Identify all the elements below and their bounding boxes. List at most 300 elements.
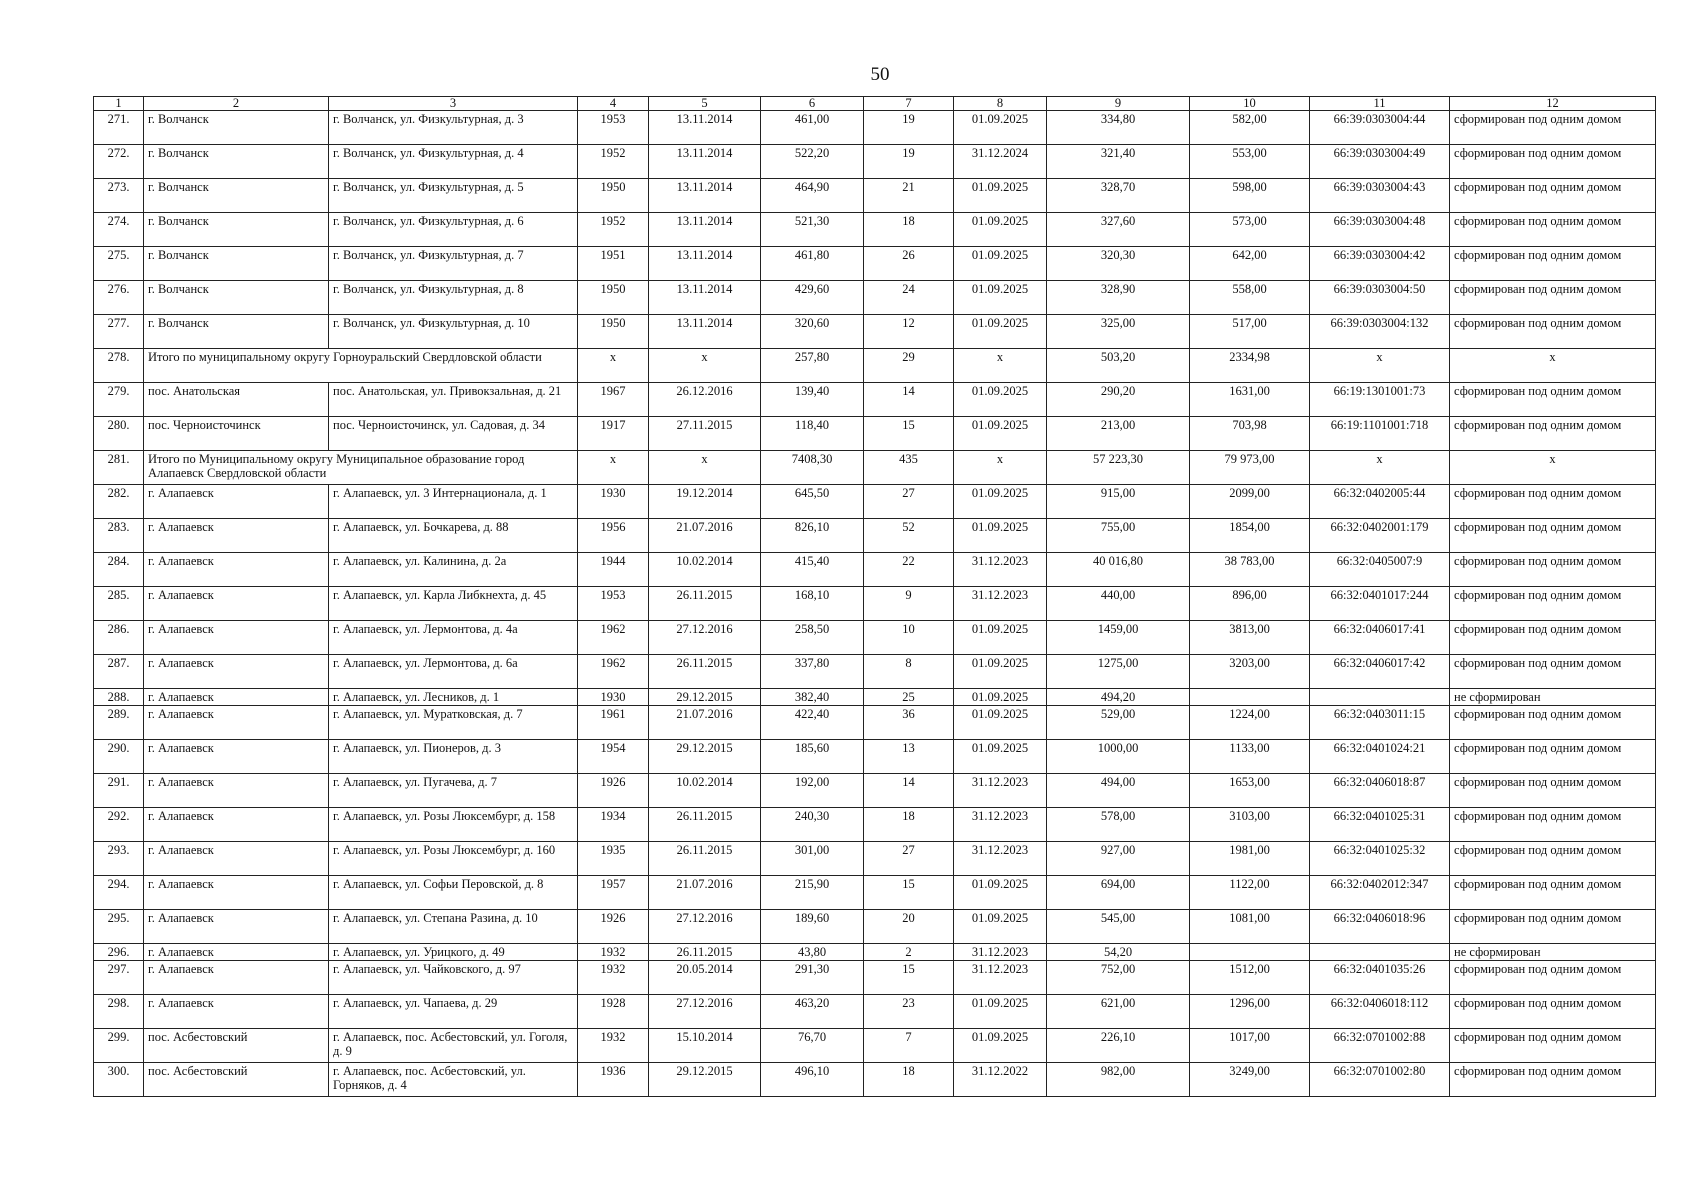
column-header-12: 12: [1450, 97, 1656, 111]
locality: пос. Асбестовский: [144, 1029, 329, 1063]
housing-table: [93, 96, 1656, 1097]
year-built: 1950: [578, 281, 649, 315]
total-label: Итого по Муниципальному округу Муниципальное образование город Алапаевск Свердловской области: [144, 451, 578, 485]
area: 185,60: [761, 740, 864, 774]
row-number: 277.: [94, 315, 144, 349]
column-9-value: 503,20: [1047, 349, 1190, 383]
cadastral-number: 66:19:1101001:718: [1310, 417, 1450, 451]
column-9-value: 57 223,30: [1047, 451, 1190, 485]
year-built: 1961: [578, 706, 649, 740]
column-9-value: 320,30: [1047, 247, 1190, 281]
recognition-date: 19.12.2014: [649, 485, 761, 519]
address: г. Волчанск, ул. Физкультурная, д. 6: [329, 213, 578, 247]
resettlement-deadline: 31.12.2022: [954, 1063, 1047, 1097]
column-9-value: 327,60: [1047, 213, 1190, 247]
area: 521,30: [761, 213, 864, 247]
locality: г. Алапаевск: [144, 876, 329, 910]
residents-count: 18: [864, 213, 954, 247]
row-number: 283.: [94, 519, 144, 553]
column-9-value: 529,00: [1047, 706, 1190, 740]
table-row: [94, 1063, 1656, 1097]
area: 496,10: [761, 1063, 864, 1097]
land-status: сформирован под одним домом: [1450, 876, 1656, 910]
row-number: 291.: [94, 774, 144, 808]
table-row: [94, 876, 1656, 910]
year-built: 1928: [578, 995, 649, 1029]
cadastral-number: 66:39:0303004:50: [1310, 281, 1450, 315]
column-header-3: 3: [329, 97, 578, 111]
address: пос. Черноисточинск, ул. Садовая, д. 34: [329, 417, 578, 451]
row-number: 275.: [94, 247, 144, 281]
locality: г. Волчанск: [144, 247, 329, 281]
area: 139,40: [761, 383, 864, 417]
land-status: не сформирован: [1450, 944, 1656, 961]
row-number: 290.: [94, 740, 144, 774]
residents-count: 36: [864, 706, 954, 740]
recognition-date: 13.11.2014: [649, 179, 761, 213]
land-status: сформирован под одним домом: [1450, 910, 1656, 944]
column-10-value: 1296,00: [1190, 995, 1310, 1029]
column-9-value: 915,00: [1047, 485, 1190, 519]
column-header-6: 6: [761, 97, 864, 111]
locality: г. Алапаевск: [144, 519, 329, 553]
recognition-date: 13.11.2014: [649, 247, 761, 281]
area: 192,00: [761, 774, 864, 808]
resettlement-deadline: 01.09.2025: [954, 111, 1047, 145]
residents-count: 15: [864, 961, 954, 995]
column-10-value: 1981,00: [1190, 842, 1310, 876]
residents-count: 22: [864, 553, 954, 587]
land-status: сформирован под одним домом: [1450, 553, 1656, 587]
column-9-value: 213,00: [1047, 417, 1190, 451]
residents-count: 27: [864, 842, 954, 876]
resettlement-deadline: 01.09.2025: [954, 383, 1047, 417]
address: г. Алапаевск, ул. Розы Люксембург, д. 160: [329, 842, 578, 876]
area: 320,60: [761, 315, 864, 349]
total-row: [94, 451, 1656, 485]
column-10-value: 79 973,00: [1190, 451, 1310, 485]
row-number: 300.: [94, 1063, 144, 1097]
residents-count: 10: [864, 621, 954, 655]
cadastral-number: 66:32:0406017:42: [1310, 655, 1450, 689]
table-row: [94, 706, 1656, 740]
recognition-date: 29.12.2015: [649, 740, 761, 774]
year-built: 1930: [578, 689, 649, 706]
column-10-value: 598,00: [1190, 179, 1310, 213]
year-built: 1930: [578, 485, 649, 519]
land-status: сформирован под одним домом: [1450, 706, 1656, 740]
resettlement-deadline: 01.09.2025: [954, 655, 1047, 689]
land-status: сформирован под одним домом: [1450, 281, 1656, 315]
address: г. Алапаевск, ул. Степана Разина, д. 10: [329, 910, 578, 944]
year-built: 1951: [578, 247, 649, 281]
locality: г. Алапаевск: [144, 485, 329, 519]
address: г. Волчанск, ул. Физкультурная, д. 10: [329, 315, 578, 349]
resettlement-deadline: 01.09.2025: [954, 621, 1047, 655]
residents-count: 12: [864, 315, 954, 349]
year-built: 1952: [578, 213, 649, 247]
cadastral-number: 66:32:0406018:112: [1310, 995, 1450, 1029]
recognition-date: 21.07.2016: [649, 519, 761, 553]
area: 258,50: [761, 621, 864, 655]
address: г. Алапаевск, ул. Лермонтова, д. 4а: [329, 621, 578, 655]
recognition-date: x: [649, 349, 761, 383]
area: 429,60: [761, 281, 864, 315]
recognition-date: 26.11.2015: [649, 808, 761, 842]
table-row: [94, 808, 1656, 842]
land-status: сформирован под одним домом: [1450, 315, 1656, 349]
recognition-date: 13.11.2014: [649, 111, 761, 145]
residents-count: 15: [864, 876, 954, 910]
address: г. Алапаевск, ул. Карла Либкнехта, д. 45: [329, 587, 578, 621]
column-9-value: 494,20: [1047, 689, 1190, 706]
area: 463,20: [761, 995, 864, 1029]
address: г. Алапаевск, ул. Калинина, д. 2а: [329, 553, 578, 587]
table-row: [94, 247, 1656, 281]
column-9-value: 1459,00: [1047, 621, 1190, 655]
column-10-value: 553,00: [1190, 145, 1310, 179]
column-9-value: 694,00: [1047, 876, 1190, 910]
land-status: сформирован под одним домом: [1450, 587, 1656, 621]
residents-count: 23: [864, 995, 954, 1029]
row-number: 271.: [94, 111, 144, 145]
row-number: 298.: [94, 995, 144, 1029]
locality: г. Алапаевск: [144, 842, 329, 876]
column-number-header: [94, 97, 1656, 111]
land-status: сформирован под одним домом: [1450, 961, 1656, 995]
year-built: 1967: [578, 383, 649, 417]
locality: г. Алапаевск: [144, 910, 329, 944]
column-10-value: 517,00: [1190, 315, 1310, 349]
land-status: x: [1450, 349, 1656, 383]
cadastral-number: 66:39:0303004:44: [1310, 111, 1450, 145]
table-row: [94, 740, 1656, 774]
column-10-value: 573,00: [1190, 213, 1310, 247]
year-built: 1953: [578, 587, 649, 621]
area: 215,90: [761, 876, 864, 910]
locality: г. Волчанск: [144, 281, 329, 315]
row-number: 284.: [94, 553, 144, 587]
locality: г. Алапаевск: [144, 689, 329, 706]
year-built: 1932: [578, 944, 649, 961]
locality: г. Волчанск: [144, 213, 329, 247]
cadastral-number: [1310, 689, 1450, 706]
column-9-value: 54,20: [1047, 944, 1190, 961]
page-number: 50: [870, 64, 890, 85]
table-row: [94, 944, 1656, 961]
recognition-date: x: [649, 451, 761, 485]
column-header-10: 10: [1190, 97, 1310, 111]
row-number: 295.: [94, 910, 144, 944]
column-10-value: 1017,00: [1190, 1029, 1310, 1063]
locality: г. Алапаевск: [144, 740, 329, 774]
address: г. Волчанск, ул. Физкультурная, д. 5: [329, 179, 578, 213]
residents-count: 20: [864, 910, 954, 944]
land-status: сформирован под одним домом: [1450, 655, 1656, 689]
column-9-value: 40 016,80: [1047, 553, 1190, 587]
table-row: [94, 315, 1656, 349]
table-row: [94, 910, 1656, 944]
column-10-value: 1224,00: [1190, 706, 1310, 740]
cadastral-number: 66:32:0401025:32: [1310, 842, 1450, 876]
table-row: [94, 655, 1656, 689]
land-status: сформирован под одним домом: [1450, 774, 1656, 808]
address: г. Алапаевск, ул. Бочкарева, д. 88: [329, 519, 578, 553]
land-status: сформирован под одним домом: [1450, 111, 1656, 145]
column-10-value: 558,00: [1190, 281, 1310, 315]
table-row: [94, 417, 1656, 451]
column-9-value: 325,00: [1047, 315, 1190, 349]
residents-count: 14: [864, 774, 954, 808]
cadastral-number: 66:39:0303004:43: [1310, 179, 1450, 213]
table-row: [94, 961, 1656, 995]
residents-count: 15: [864, 417, 954, 451]
column-9-value: 982,00: [1047, 1063, 1190, 1097]
column-9-value: 927,00: [1047, 842, 1190, 876]
address: г. Волчанск, ул. Физкультурная, д. 7: [329, 247, 578, 281]
resettlement-deadline: 31.12.2023: [954, 961, 1047, 995]
row-number: 276.: [94, 281, 144, 315]
column-10-value: 1653,00: [1190, 774, 1310, 808]
cadastral-number: 66:32:0406017:41: [1310, 621, 1450, 655]
recognition-date: 26.11.2015: [649, 587, 761, 621]
address: г. Алапаевск, ул. Лесников, д. 1: [329, 689, 578, 706]
land-status: сформирован под одним домом: [1450, 808, 1656, 842]
recognition-date: 26.12.2016: [649, 383, 761, 417]
column-9-value: 1275,00: [1047, 655, 1190, 689]
row-number: 289.: [94, 706, 144, 740]
area: 382,40: [761, 689, 864, 706]
resettlement-deadline: 01.09.2025: [954, 213, 1047, 247]
cadastral-number: 66:32:0401025:31: [1310, 808, 1450, 842]
land-status: сформирован под одним домом: [1450, 621, 1656, 655]
recognition-date: 26.11.2015: [649, 655, 761, 689]
resettlement-deadline: 01.09.2025: [954, 485, 1047, 519]
recognition-date: 27.12.2016: [649, 621, 761, 655]
locality: г. Волчанск: [144, 145, 329, 179]
resettlement-deadline: 01.09.2025: [954, 740, 1047, 774]
locality: г. Алапаевск: [144, 655, 329, 689]
resettlement-deadline: 31.12.2024: [954, 145, 1047, 179]
table-row: [94, 995, 1656, 1029]
column-9-value: 494,00: [1047, 774, 1190, 808]
column-10-value: 703,98: [1190, 417, 1310, 451]
cadastral-number: 66:32:0405007:9: [1310, 553, 1450, 587]
year-built: 1935: [578, 842, 649, 876]
row-number: 282.: [94, 485, 144, 519]
row-number: 281.: [94, 451, 144, 485]
area: 291,30: [761, 961, 864, 995]
cadastral-number: 66:32:0401017:244: [1310, 587, 1450, 621]
column-10-value: 1512,00: [1190, 961, 1310, 995]
residents-count: 9: [864, 587, 954, 621]
recognition-date: 20.05.2014: [649, 961, 761, 995]
recognition-date: 13.11.2014: [649, 213, 761, 247]
locality: пос. Анатольская: [144, 383, 329, 417]
residents-count: 18: [864, 808, 954, 842]
locality: г. Алапаевск: [144, 706, 329, 740]
column-header-8: 8: [954, 97, 1047, 111]
row-number: 285.: [94, 587, 144, 621]
column-header-4: 4: [578, 97, 649, 111]
residents-count: 52: [864, 519, 954, 553]
land-status: сформирован под одним домом: [1450, 383, 1656, 417]
resettlement-deadline: 01.09.2025: [954, 519, 1047, 553]
table-row: [94, 145, 1656, 179]
year-built: 1934: [578, 808, 649, 842]
cadastral-number: 66:32:0402001:179: [1310, 519, 1450, 553]
year-built: 1932: [578, 1029, 649, 1063]
column-header-5: 5: [649, 97, 761, 111]
land-status: x: [1450, 451, 1656, 485]
residents-count: 8: [864, 655, 954, 689]
year-built: 1962: [578, 621, 649, 655]
table-row: [94, 587, 1656, 621]
recognition-date: 27.12.2016: [649, 910, 761, 944]
recognition-date: 13.11.2014: [649, 315, 761, 349]
residents-count: 7: [864, 1029, 954, 1063]
year-built: 1926: [578, 910, 649, 944]
row-number: 292.: [94, 808, 144, 842]
cadastral-number: 66:32:0701002:80: [1310, 1063, 1450, 1097]
row-number: 273.: [94, 179, 144, 213]
cadastral-number: 66:19:1301001:73: [1310, 383, 1450, 417]
recognition-date: 21.07.2016: [649, 706, 761, 740]
address: г. Алапаевск, ул. Розы Люксембург, д. 158: [329, 808, 578, 842]
recognition-date: 10.02.2014: [649, 774, 761, 808]
area: 118,40: [761, 417, 864, 451]
cadastral-number: 66:39:0303004:42: [1310, 247, 1450, 281]
area: 461,80: [761, 247, 864, 281]
table-row: [94, 281, 1656, 315]
land-status: сформирован под одним домом: [1450, 1063, 1656, 1097]
row-number: 286.: [94, 621, 144, 655]
row-number: 278.: [94, 349, 144, 383]
year-built: 1950: [578, 179, 649, 213]
area: 461,00: [761, 111, 864, 145]
resettlement-deadline: x: [954, 451, 1047, 485]
resettlement-deadline: 01.09.2025: [954, 910, 1047, 944]
column-9-value: 621,00: [1047, 995, 1190, 1029]
column-10-value: 582,00: [1190, 111, 1310, 145]
row-number: 287.: [94, 655, 144, 689]
cadastral-number: 66:32:0402005:44: [1310, 485, 1450, 519]
column-10-value: 1631,00: [1190, 383, 1310, 417]
area: 240,30: [761, 808, 864, 842]
year-built: 1962: [578, 655, 649, 689]
area: 7408,30: [761, 451, 864, 485]
column-header-11: 11: [1310, 97, 1450, 111]
table-row: [94, 1029, 1656, 1063]
address: г. Алапаевск, ул. Урицкого, д. 49: [329, 944, 578, 961]
land-status: сформирован под одним домом: [1450, 995, 1656, 1029]
column-9-value: 578,00: [1047, 808, 1190, 842]
column-10-value: 3103,00: [1190, 808, 1310, 842]
cadastral-number: 66:32:0401035:26: [1310, 961, 1450, 995]
resettlement-deadline: 01.09.2025: [954, 247, 1047, 281]
resettlement-deadline: 31.12.2023: [954, 587, 1047, 621]
column-10-value: 3813,00: [1190, 621, 1310, 655]
row-number: 296.: [94, 944, 144, 961]
locality: г. Алапаевск: [144, 995, 329, 1029]
column-header-1: 1: [94, 97, 144, 111]
resettlement-deadline: 31.12.2023: [954, 944, 1047, 961]
address: г. Алапаевск, пос. Асбестовский, ул. Гоголя, д. 9: [329, 1029, 578, 1063]
row-number: 279.: [94, 383, 144, 417]
resettlement-deadline: 31.12.2023: [954, 842, 1047, 876]
resettlement-deadline: 01.09.2025: [954, 281, 1047, 315]
cadastral-number: [1310, 944, 1450, 961]
year-built: x: [578, 451, 649, 485]
table-row: [94, 774, 1656, 808]
column-10-value: 3249,00: [1190, 1063, 1310, 1097]
area: 826,10: [761, 519, 864, 553]
column-9-value: 752,00: [1047, 961, 1190, 995]
land-status: сформирован под одним домом: [1450, 1029, 1656, 1063]
row-number: 274.: [94, 213, 144, 247]
recognition-date: 26.11.2015: [649, 944, 761, 961]
residents-count: 14: [864, 383, 954, 417]
area: 422,40: [761, 706, 864, 740]
resettlement-deadline: 01.09.2025: [954, 417, 1047, 451]
area: 257,80: [761, 349, 864, 383]
residents-count: 25: [864, 689, 954, 706]
column-9-value: 334,80: [1047, 111, 1190, 145]
land-status: сформирован под одним домом: [1450, 485, 1656, 519]
column-10-value: 896,00: [1190, 587, 1310, 621]
column-9-value: 328,70: [1047, 179, 1190, 213]
row-number: 280.: [94, 417, 144, 451]
cadastral-number: 66:32:0403011:15: [1310, 706, 1450, 740]
locality: г. Волчанск: [144, 179, 329, 213]
column-header-9: 9: [1047, 97, 1190, 111]
address: г. Алапаевск, ул. Пионеров, д. 3: [329, 740, 578, 774]
recognition-date: 13.11.2014: [649, 281, 761, 315]
cadastral-number: x: [1310, 451, 1450, 485]
locality: г. Алапаевск: [144, 587, 329, 621]
resettlement-deadline: x: [954, 349, 1047, 383]
column-9-value: 226,10: [1047, 1029, 1190, 1063]
area: 522,20: [761, 145, 864, 179]
area: 464,90: [761, 179, 864, 213]
recognition-date: 29.12.2015: [649, 689, 761, 706]
residents-count: 21: [864, 179, 954, 213]
residents-count: 27: [864, 485, 954, 519]
table-row: [94, 111, 1656, 145]
cadastral-number: 66:39:0303004:48: [1310, 213, 1450, 247]
row-number: 294.: [94, 876, 144, 910]
column-10-value: 642,00: [1190, 247, 1310, 281]
cadastral-number: 66:32:0701002:88: [1310, 1029, 1450, 1063]
year-built: 1952: [578, 145, 649, 179]
row-number: 299.: [94, 1029, 144, 1063]
year-built: 1953: [578, 111, 649, 145]
resettlement-deadline: 01.09.2025: [954, 689, 1047, 706]
column-10-value: [1190, 944, 1310, 961]
residents-count: 24: [864, 281, 954, 315]
resettlement-deadline: 31.12.2023: [954, 808, 1047, 842]
locality: г. Алапаевск: [144, 944, 329, 961]
year-built: 1932: [578, 961, 649, 995]
recognition-date: 13.11.2014: [649, 145, 761, 179]
cadastral-number: 66:32:0401024:21: [1310, 740, 1450, 774]
locality: г. Алапаевск: [144, 961, 329, 995]
residents-count: 435: [864, 451, 954, 485]
table-row: [94, 485, 1656, 519]
address: г. Алапаевск, ул. Лермонтова, д. 6а: [329, 655, 578, 689]
locality: г. Волчанск: [144, 315, 329, 349]
land-status: не сформирован: [1450, 689, 1656, 706]
